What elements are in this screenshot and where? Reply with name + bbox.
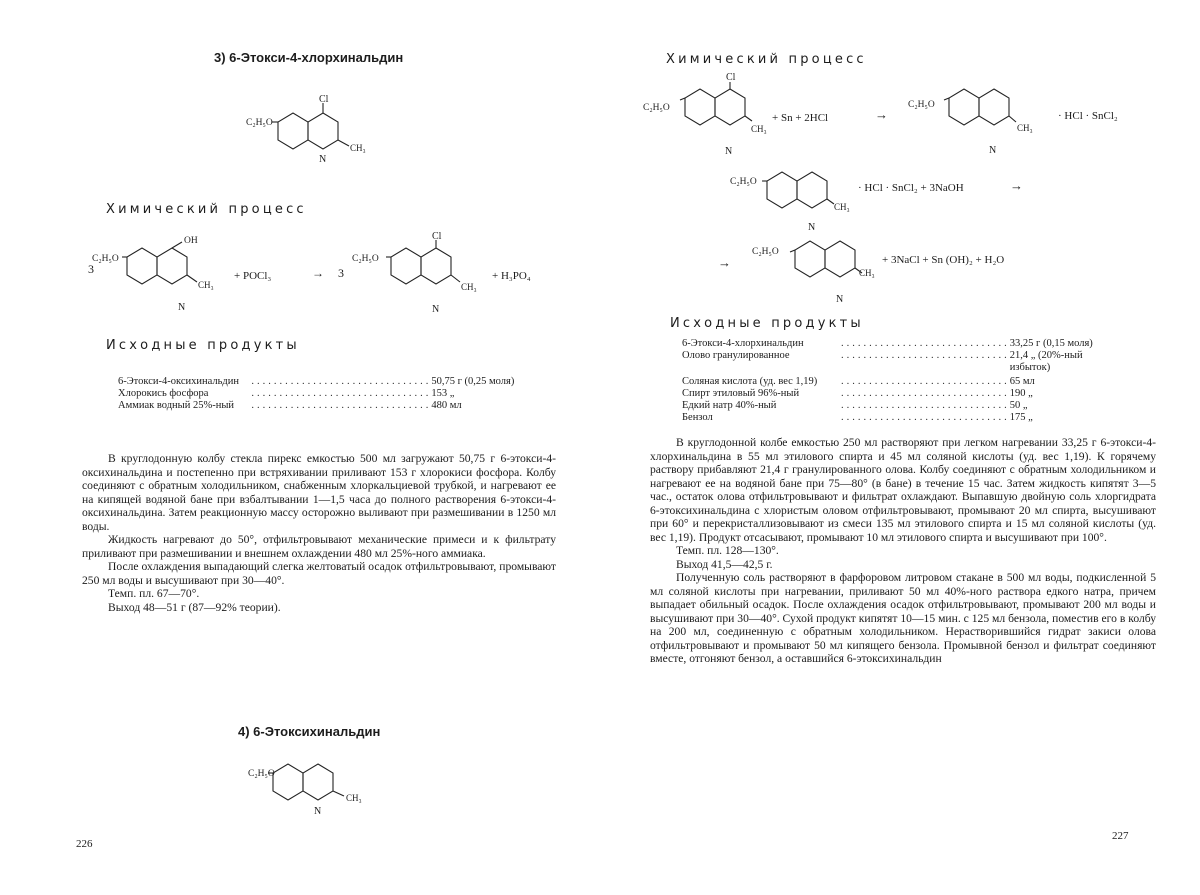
- structure-label-ch3: CH₃: [198, 280, 214, 290]
- structure-label-ethoxy: C₂H₅O: [908, 100, 935, 110]
- materials-list: [682, 338, 1122, 424]
- structure-label-cl: Cl: [432, 231, 442, 242]
- material-row: Аммиак водный 25%-ный ................................ 480 мл: [118, 400, 538, 412]
- paragraph: В круглодонной колбе емкостью 250 мл растворяют при легком нагревании 33,25 г 6-этокси-4-хлорхинальдина в 55 мл этилового спирта и 45 мл соляной кислоты (уд. вес 1,19). К горячему раствору прибавляют 21,4 г гранулированного олова. Колбу соединяют с обратным холодильником и нагревают ее на водяной бане при 75—80° (в бане) в течение 15 час. Затем жидкость кипятят 3—5 час., остаток олова отфильтровывают и фильтрат охлаждают. Выпавшую двойную соль хлоргидрата 6-этоксихинальдина с хлористым оловом отфильтровывают, промывают 20 мл спирта, высушивают при 60° и перекристаллизовывают из смеси 135 мл этилового спирта и 15 мл соляной кислоты (уд. вес 1,19). Продукт отсасывают, промывают 10 мл этилового спирта и высушивают при 100°.: [650, 436, 1156, 544]
- material-amount: 175 „: [1009, 412, 1033, 423]
- chloroquinaldine-product-structure: [350, 228, 500, 318]
- structure-label-n: N: [989, 145, 997, 156]
- eq2-reagents: · HCl · SnCl₂ + 3NaOH: [858, 182, 964, 194]
- structure-label-ethoxy: C₂H₅O: [92, 254, 119, 264]
- structure-label-ethoxy: C₂H₅O: [643, 103, 670, 113]
- structure-label-ethoxy: C₂H₅O: [752, 247, 779, 257]
- byproduct-h3po4: + H₃PO₄: [492, 270, 531, 282]
- reaction-arrow: →: [312, 266, 324, 280]
- material-row: Бензол .............................. 175 „: [682, 412, 1122, 424]
- structure-label-oh: OH: [184, 236, 198, 246]
- paragraph: После охлаждения выпадающий слегка желтоватый осадок отфильтровывают, промывают 250 мл воды и высушивают при 30—40°.: [82, 560, 556, 587]
- melting-point: Темп. пл. 128—130°.: [676, 544, 779, 557]
- material-amount: 50,75 г (0,25 моля): [431, 376, 515, 387]
- structure-label-ethoxy: C₂H₅O: [248, 769, 275, 779]
- material-name: Едкий натр 40%-ный: [682, 400, 777, 411]
- eq3-arrow: →: [718, 255, 731, 270]
- structure-label-cl: Cl: [726, 72, 736, 83]
- yield: Выход 41,5—42,5 г.: [676, 557, 773, 571]
- material-name: 6-Этокси-4-хлорхинальдин: [682, 338, 804, 349]
- material-amount: 33,25 г (0,15 моля): [1009, 338, 1093, 349]
- ethoxyquinaldine-structure: [250, 758, 380, 833]
- ethoxyquinaldine-structure: [752, 224, 902, 312]
- structure-label-n: N: [432, 304, 440, 315]
- paragraph: В круглодонную колбу стекла пирекс емкостью 500 мл загружают 50,75 г 6-этокси-4-оксихинальдина и постепенно при встряхивании приливают 153 г хлорокиси фосфора. Колбу соединяют с обратным холодильником, снабженным хлоркальциевой трубкой, и нагревают ее на кипящей водяной бане при взбалтывании 1—1,5 часа до полного растворения 6-этокси-4-оксихинальдина. Затем реакционную массу осторожно выливают при размешивании в 1250 мл воды.: [82, 452, 556, 533]
- oxyquinaldine-structure: [92, 228, 242, 318]
- structure-label-ch3: CH₃: [346, 793, 362, 803]
- material-name: Спирт этиловый 96%-ный: [682, 388, 800, 399]
- structure-label-ch3: CH₃: [1017, 123, 1033, 133]
- material-row: Хлорокись фосфора ................................ 153 „: [118, 388, 538, 400]
- section-heading-4: 4) 6-Этоксихинальдин: [238, 724, 381, 739]
- material-name: Соляная кислота (уд. вес 1,19): [682, 376, 818, 387]
- yield: Выход 48—51 г (87—92% теории).: [108, 600, 281, 614]
- eq1-salt: · HCl · SnCl₂: [1058, 110, 1118, 122]
- structure-label-n: N: [178, 302, 186, 313]
- eq1-arrow: →: [875, 107, 888, 122]
- structure-label-ch3: CH₃: [461, 282, 477, 292]
- material-name: Олово гранулированное: [682, 350, 790, 361]
- process-title: Химический процесс: [666, 52, 867, 67]
- structure-label-ethoxy: C₂H₅O: [730, 177, 757, 187]
- right-page: [600, 0, 1200, 895]
- material-amount: 480 мл: [431, 400, 462, 411]
- materials-title: Исходные продукты: [106, 338, 300, 353]
- coef-2: 3: [338, 266, 344, 280]
- structure-label-n: N: [319, 154, 327, 165]
- structure-label-n: N: [836, 294, 844, 305]
- material-row: Олово гранулированное .............................. 21,4 „ (20%-ный избыток): [682, 350, 1122, 376]
- structure-label-ch3: CH₃: [751, 124, 767, 134]
- structure-label-n: N: [314, 806, 322, 817]
- section-heading-3: 3) 6-Этокси-4-хлорхинальдин: [214, 50, 404, 65]
- material-name: Бензол: [682, 412, 713, 423]
- procedure-text: [82, 452, 556, 614]
- structure-label-ch3: CH₃: [859, 268, 875, 278]
- material-name: 6-Этокси-4-оксихинальдин: [118, 376, 239, 387]
- structure-label-ch3: CH₃: [350, 143, 366, 153]
- material-name: Хлорокись фосфора: [118, 388, 209, 399]
- material-row: Спирт этиловый 96%-ный .............................. 190 „: [682, 388, 1122, 400]
- material-row: 6-Этокси-4-хлорхинальдин .............................. 33,25 г (0,15 моля): [682, 338, 1122, 350]
- paragraph: Полученную соль растворяют в фарфоровом литровом стакане в 500 мл воды, подкисленной 5 мл соляной кислоты при нагревании, приливают 50 мл 40%-ного раствора едкого натра, причем выпадает обильный осадок. После охлаждения осадок отфильтровывают, промывают 200 мл воды и высушивают при 30—40°. Сухой продукт кипятят 10—15 мин. с 125 мл бензола, поместив его в колбу на 200 мл, соединенную с обратным холодильником. Нерастворившийся гидрат закиси олова отфильтровывают и промывают 50 мл кипящего бензола. Промывной бензол и фильтрат соединяют вместе, отгоняют бензол, а оставшийся 6-этоксихинальдин: [650, 571, 1156, 665]
- material-amount: 50 „: [1009, 400, 1028, 411]
- material-row: 6-Этокси-4-оксихинальдин ................................ 50,75 г (0,25 моля): [118, 376, 538, 388]
- material-amount: 153 „: [431, 388, 455, 399]
- structure-label-ethoxy: C₂H₅O: [246, 118, 273, 128]
- melting-point: Темп. пл. 67—70°.: [108, 587, 200, 600]
- chloroquinaldine-structure: [246, 90, 370, 175]
- coef-1: 3: [88, 262, 94, 276]
- paragraph: Жидкость нагревают до 50°, отфильтровывают механические примеси и к фильтрату приливают при размешивании и внешнем охлаждении 480 мл 25%-ного аммиака.: [82, 533, 556, 560]
- structure-label-n: N: [808, 222, 816, 233]
- structure-label-n: N: [725, 146, 733, 157]
- eq3-products: + 3NaCl + Sn (OH)₂ + H₂O: [882, 254, 1005, 266]
- process-title: Химический процесс: [106, 202, 307, 217]
- structure-label-cl: Cl: [319, 94, 329, 105]
- chloroquinaldine-structure: [642, 70, 792, 160]
- material-amount: 65 мл: [1009, 376, 1035, 387]
- material-row: Едкий натр 40%-ный .............................. 50 „: [682, 400, 1122, 412]
- eq1-reagents: + Sn + 2HCl: [772, 112, 829, 124]
- material-amount: 21,4 „ (20%-ный избыток): [1009, 350, 1083, 373]
- reagent-pocl3: + POCl₃: [234, 270, 272, 282]
- structure-label-ch3: CH₃: [834, 202, 850, 212]
- procedure-text: [650, 436, 1156, 666]
- materials-list: [118, 376, 538, 412]
- material-name: Аммиак водный 25%-ный: [118, 400, 235, 411]
- eq2-arrow: →: [1010, 178, 1023, 193]
- page-number: 226: [76, 838, 93, 850]
- materials-title: Исходные продукты: [670, 316, 864, 331]
- page-number: 227: [1112, 830, 1129, 842]
- material-amount: 190 „: [1009, 388, 1033, 399]
- structure-label-ethoxy: C₂H₅O: [352, 254, 379, 264]
- material-row: Соляная кислота (уд. вес 1,19) .............................. 65 мл: [682, 376, 1122, 388]
- ethoxyquinaldine-salt-structure: [908, 76, 1058, 161]
